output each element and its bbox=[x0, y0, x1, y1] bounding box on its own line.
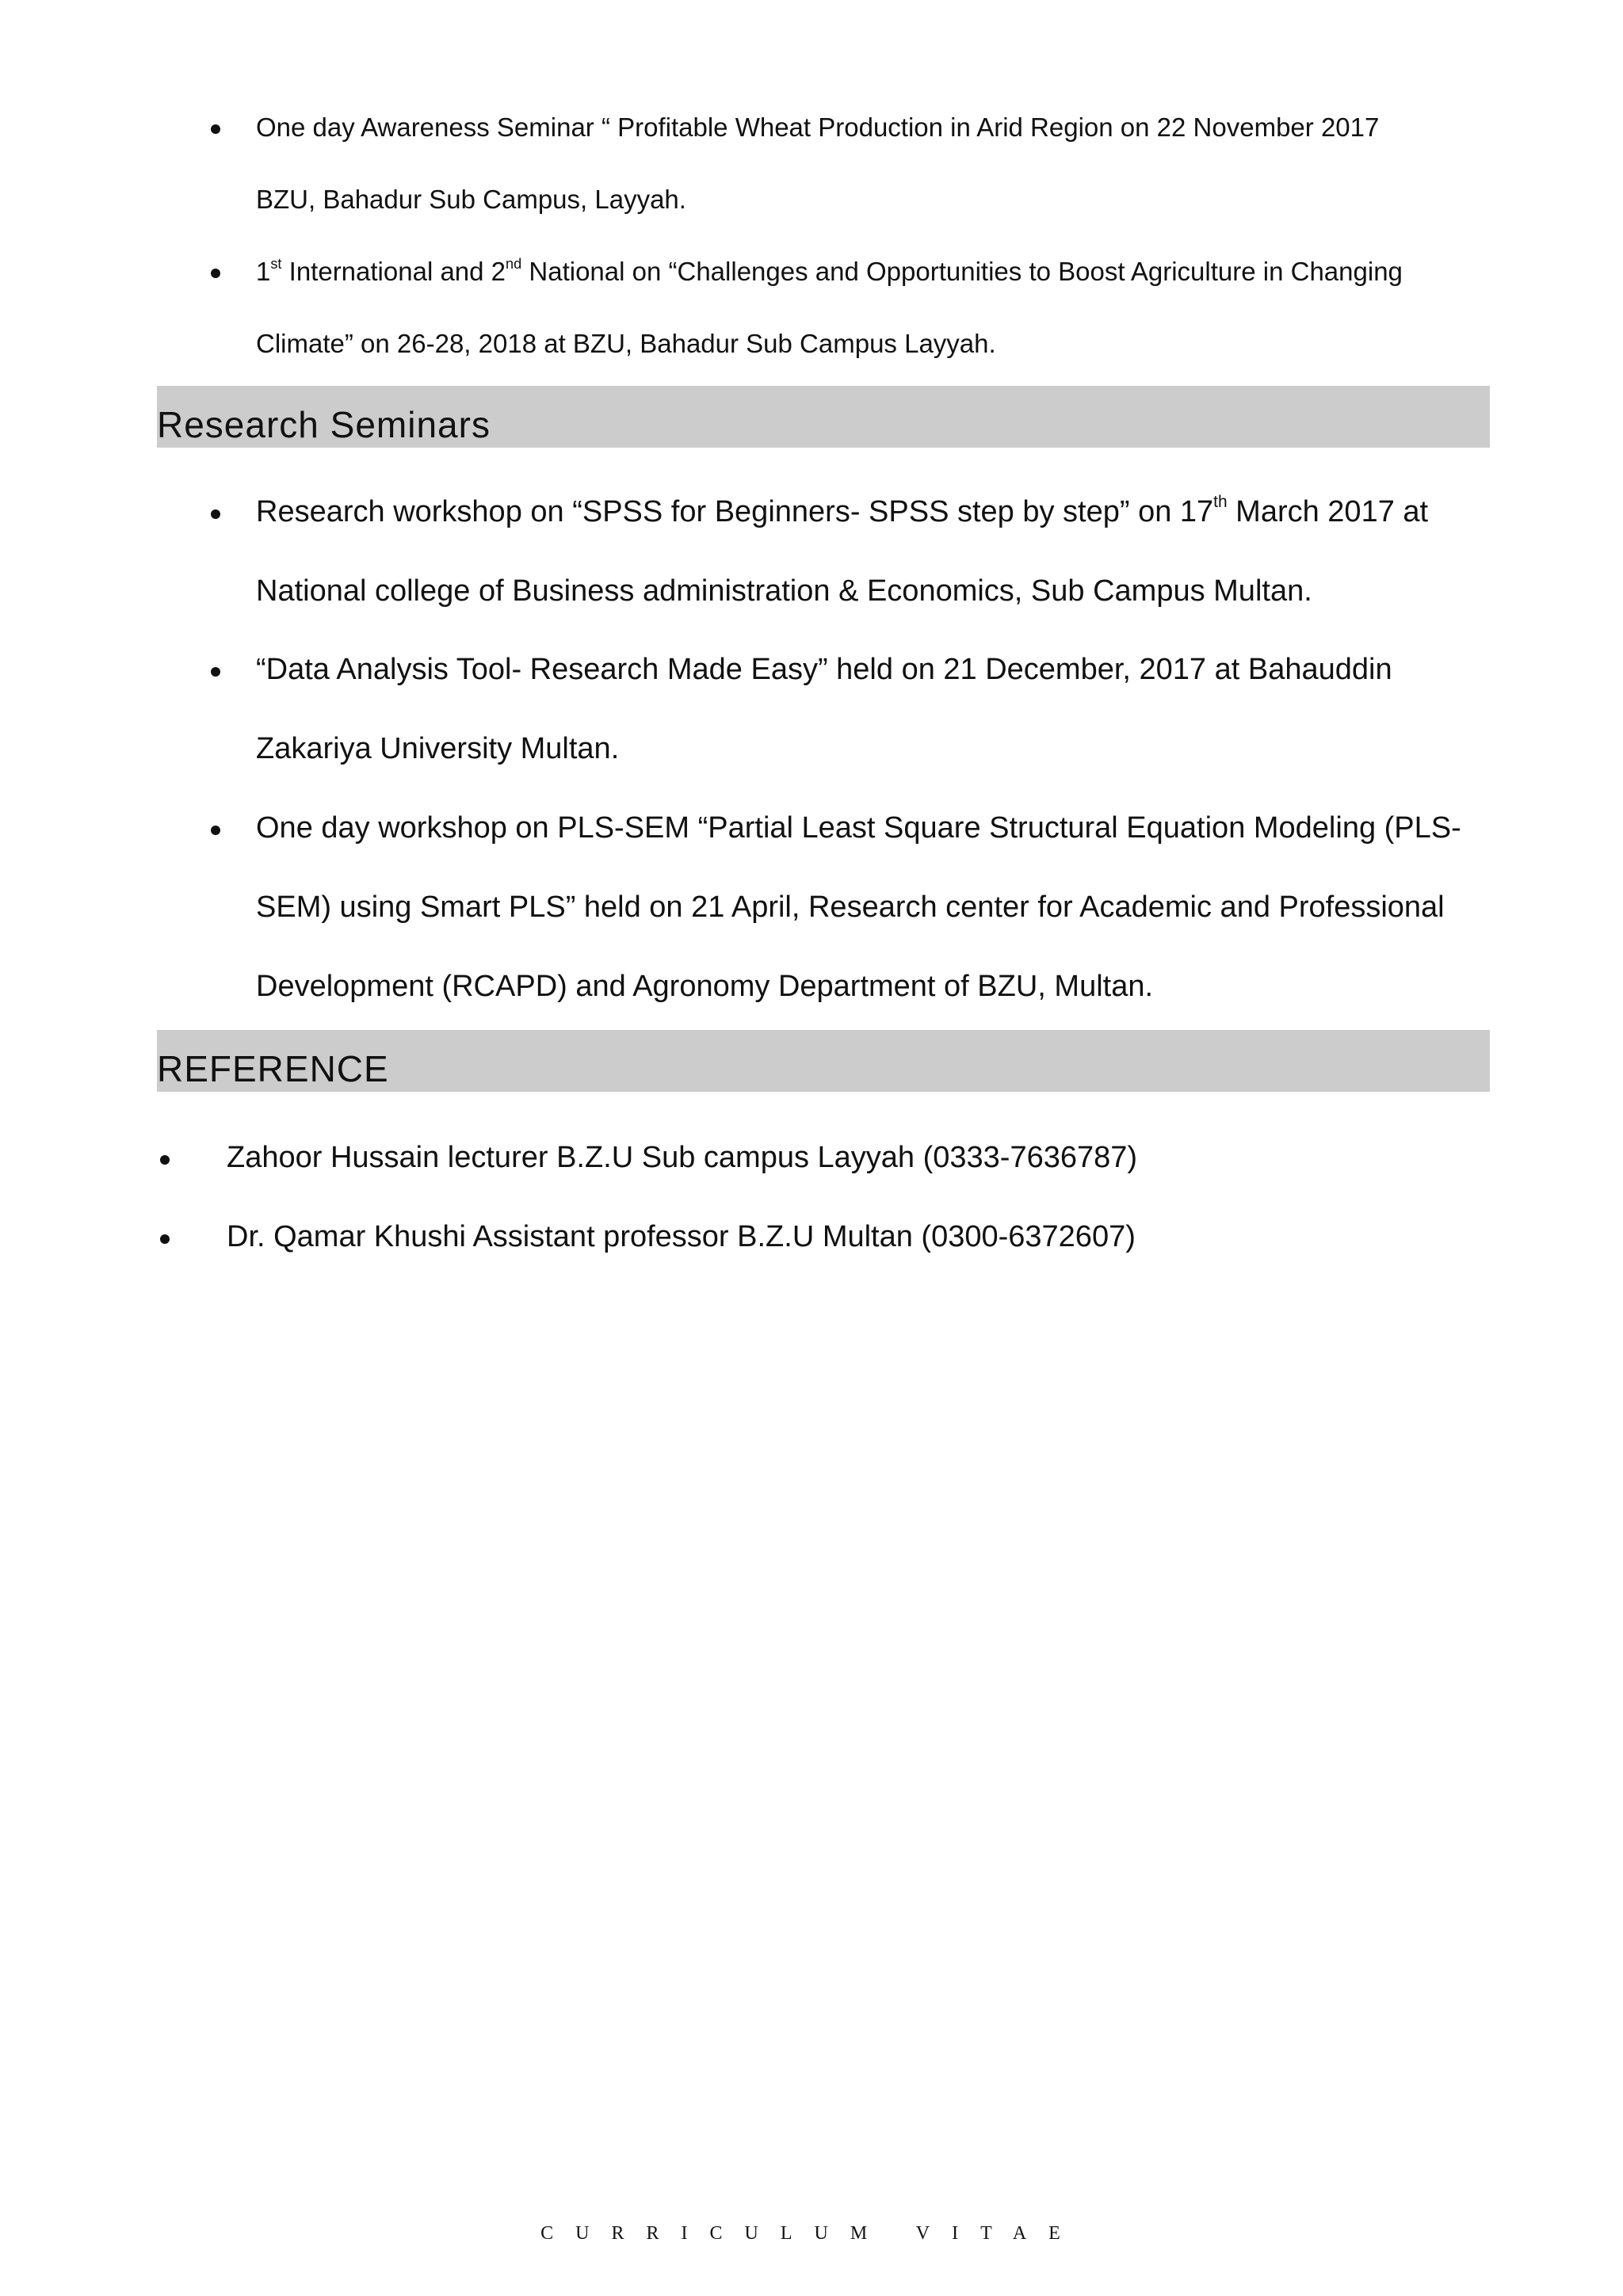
reference-line: Zahoor Hussain lecturer B.Z.U Sub campus Layyah (0333-7636787) bbox=[227, 1141, 1138, 1174]
event-line: BZU, Bahadur Sub Campus, Layyah. bbox=[256, 185, 686, 214]
seminar-line: Development (RCAPD) and Agronomy Department of BZU, Multan. bbox=[256, 970, 1154, 1003]
reference-line: Dr. Qamar Khushi Assistant professor B.Z.U Multan (0300-6372607) bbox=[227, 1220, 1136, 1253]
event-text: National on “Challenges and Opportunities to Boost Agriculture in Changing bbox=[521, 257, 1403, 286]
section-header-reference bbox=[157, 1030, 1490, 1092]
seminar-line bbox=[256, 495, 1428, 529]
event-line: Climate” on 26-28, 2018 at BZU, Bahadur Sub Campus Layyah. bbox=[256, 329, 996, 358]
event-text: International and 2 bbox=[281, 257, 506, 286]
event-line bbox=[256, 257, 1403, 287]
section-title: REFERENCE bbox=[157, 1048, 389, 1089]
ordinal-suffix: th bbox=[1213, 493, 1228, 512]
ordinal-suffix: nd bbox=[506, 255, 522, 272]
bullet-icon bbox=[211, 269, 220, 278]
seminar-text: March 2017 at bbox=[1227, 495, 1429, 528]
seminar-line: National college of Business administration & Economics, Sub Campus Multan. bbox=[256, 574, 1312, 608]
bullet-icon bbox=[211, 509, 220, 519]
seminar-text: Research workshop on “SPSS for Beginners- SPSS step by step” on 17 bbox=[256, 495, 1214, 528]
event-line: One day Awareness Seminar “ Profitable Wheat Production in Arid Region on 22 November 2017 bbox=[256, 113, 1380, 142]
bullet-icon bbox=[160, 1155, 170, 1165]
section-title: Research Seminars bbox=[157, 404, 491, 445]
footer-text: CURRICULUM VITAE bbox=[540, 2223, 1083, 2244]
bullet-icon bbox=[211, 826, 220, 835]
bullet-icon bbox=[160, 1234, 170, 1244]
seminar-line: SEM) using Smart PLS” held on 21 April, Research center for Academic and Professional bbox=[256, 891, 1445, 924]
page-footer bbox=[0, 2223, 1623, 2245]
seminar-line: Zakariya University Multan. bbox=[256, 732, 620, 765]
ordinal-suffix: st bbox=[270, 255, 282, 272]
bullet-icon bbox=[211, 667, 220, 677]
section-header-research-seminars bbox=[157, 386, 1490, 448]
bullet-icon bbox=[211, 124, 220, 134]
ordinal-number: 1 bbox=[256, 257, 271, 286]
seminar-line: One day workshop on PLS-SEM “Partial Least Square Structural Equation Modeling (PLS- bbox=[256, 811, 1461, 845]
seminar-line: “Data Analysis Tool- Research Made Easy” held on 21 December, 2017 at Bahauddin bbox=[256, 653, 1392, 686]
